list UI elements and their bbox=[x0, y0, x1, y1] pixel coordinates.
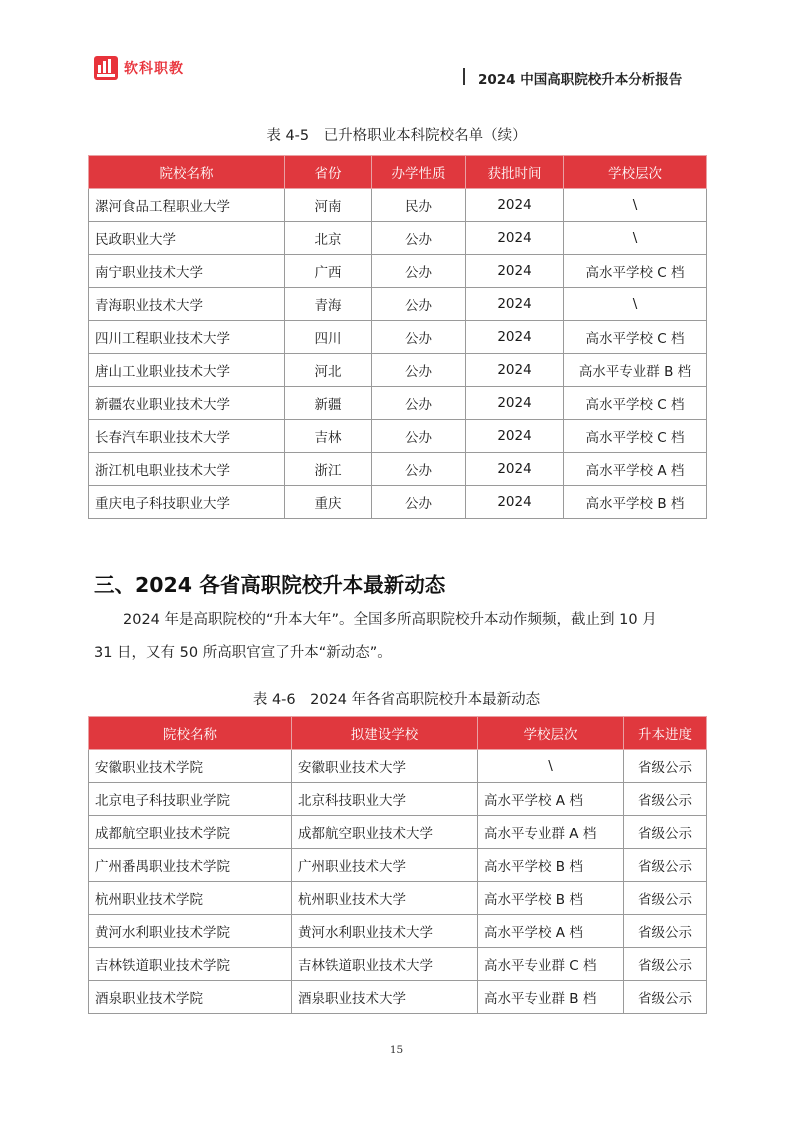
column-header: 省份 bbox=[285, 156, 372, 189]
table-row bbox=[89, 915, 707, 948]
table-cell: 高水平专业群 B 档 bbox=[478, 981, 624, 1014]
table-cell: 高水平专业群 B 档 bbox=[564, 354, 707, 387]
table-cell: 北京科技职业大学 bbox=[292, 783, 478, 816]
table-cell: 漯河食品工程职业大学 bbox=[89, 189, 285, 222]
table-cell: 成都航空职业技术大学 bbox=[292, 816, 478, 849]
table-cell: 公办 bbox=[372, 255, 466, 288]
table-cell: 吉林铁道职业技术学院 bbox=[89, 948, 292, 981]
table-cell: \ bbox=[564, 222, 707, 255]
column-header: 学校层次 bbox=[478, 717, 624, 750]
table-cell: 浙江机电职业技术大学 bbox=[89, 453, 285, 486]
column-header: 办学性质 bbox=[372, 156, 466, 189]
table-cell: 2024 bbox=[466, 222, 564, 255]
table-cell: 高水平学校 B 档 bbox=[478, 882, 624, 915]
table-cell: 2024 bbox=[466, 288, 564, 321]
table-cell: 公办 bbox=[372, 321, 466, 354]
table-row bbox=[89, 849, 707, 882]
table-cell: 省级公示 bbox=[624, 981, 707, 1014]
table-cell: 高水平学校 A 档 bbox=[478, 915, 624, 948]
table-cell: 四川工程职业技术大学 bbox=[89, 321, 285, 354]
table-cell: 北京电子科技职业学院 bbox=[89, 783, 292, 816]
body-paragraph bbox=[94, 604, 702, 670]
table-cell: 民政职业大学 bbox=[89, 222, 285, 255]
table-cell: 青海职业技术大学 bbox=[89, 288, 285, 321]
table-cell: 省级公示 bbox=[624, 882, 707, 915]
table-cell: 浙江 bbox=[285, 453, 372, 486]
brand-logo bbox=[94, 56, 184, 80]
table-cell: 高水平学校 C 档 bbox=[564, 420, 707, 453]
table-cell: 广州番禺职业技术学院 bbox=[89, 849, 292, 882]
table-row bbox=[89, 750, 707, 783]
table-cell: 2024 bbox=[466, 255, 564, 288]
table-cell: 2024 bbox=[466, 453, 564, 486]
table-cell: 新疆 bbox=[285, 387, 372, 420]
table-cell: 北京 bbox=[285, 222, 372, 255]
table-cell: 河北 bbox=[285, 354, 372, 387]
table-cell: 省级公示 bbox=[624, 783, 707, 816]
table-cell: 公办 bbox=[372, 486, 466, 519]
table-row bbox=[89, 453, 707, 486]
column-header: 升本进度 bbox=[624, 717, 707, 750]
table-cell: \ bbox=[564, 288, 707, 321]
table-cell: 高水平学校 C 档 bbox=[564, 387, 707, 420]
table-cell: 四川 bbox=[285, 321, 372, 354]
table-caption bbox=[0, 688, 793, 709]
table-cell: 高水平学校 B 档 bbox=[478, 849, 624, 882]
table-cell: 2024 bbox=[466, 189, 564, 222]
table-cell: 重庆 bbox=[285, 486, 372, 519]
table-cell: 酒泉职业技术学院 bbox=[89, 981, 292, 1014]
table-row bbox=[89, 354, 707, 387]
column-header: 院校名称 bbox=[89, 717, 292, 750]
table-cell: 省级公示 bbox=[624, 948, 707, 981]
table-cell: 安徽职业技术学院 bbox=[89, 750, 292, 783]
table-cell: 黄河水利职业技术大学 bbox=[292, 915, 478, 948]
page-number: 15 bbox=[389, 1044, 404, 1056]
table-cell: 长春汽车职业技术大学 bbox=[89, 420, 285, 453]
table-cell: 唐山工业职业技术大学 bbox=[89, 354, 285, 387]
table-cell: 2024 bbox=[466, 486, 564, 519]
table-cell: 新疆农业职业技术大学 bbox=[89, 387, 285, 420]
table-cell: 安徽职业技术大学 bbox=[292, 750, 478, 783]
paragraph-line: 2024 年是高职院校的“升本大年”。全国多所高职院校升本动作频频，截止到 10 月 bbox=[123, 612, 657, 628]
table-cell: 重庆电子科技职业大学 bbox=[89, 486, 285, 519]
table-row bbox=[89, 387, 707, 420]
table-cell: 广西 bbox=[285, 255, 372, 288]
table-row bbox=[89, 783, 707, 816]
table-row bbox=[89, 255, 707, 288]
table-cell: \ bbox=[564, 189, 707, 222]
table-4-5-caption: 表 4-5 已升格职业本科院校名单（续） bbox=[266, 128, 527, 144]
table-cell: 民办 bbox=[372, 189, 466, 222]
table-cell: 高水平专业群 C 档 bbox=[478, 948, 624, 981]
table-row bbox=[89, 816, 707, 849]
table-header-row bbox=[89, 717, 707, 750]
table-cell: 高水平学校 A 档 bbox=[564, 453, 707, 486]
table-cell: 吉林 bbox=[285, 420, 372, 453]
table-cell: 广州职业技术大学 bbox=[292, 849, 478, 882]
ranking-bars-icon bbox=[94, 56, 118, 80]
table-row bbox=[89, 948, 707, 981]
table-row bbox=[89, 486, 707, 519]
table-header-row bbox=[89, 156, 707, 189]
table-cell: 公办 bbox=[372, 354, 466, 387]
table-row bbox=[89, 882, 707, 915]
table-cell: 公办 bbox=[372, 288, 466, 321]
table-cell: 高水平学校 B 档 bbox=[564, 486, 707, 519]
table-cell: 高水平学校 C 档 bbox=[564, 321, 707, 354]
table-cell: 2024 bbox=[466, 354, 564, 387]
table-4-6-caption: 表 4-6 2024 年各省高职院校升本最新动态 bbox=[252, 692, 541, 708]
table-cell: 高水平学校 C 档 bbox=[564, 255, 707, 288]
table-cell: 高水平专业群 A 档 bbox=[478, 816, 624, 849]
table-4-6 bbox=[88, 716, 707, 1014]
table-cell: 河南 bbox=[285, 189, 372, 222]
column-header: 院校名称 bbox=[89, 156, 285, 189]
table-cell: 2024 bbox=[466, 387, 564, 420]
table-row bbox=[89, 288, 707, 321]
table-cell: 青海 bbox=[285, 288, 372, 321]
header-divider bbox=[463, 68, 465, 85]
table-4-5 bbox=[88, 155, 707, 519]
table-cell: 公办 bbox=[372, 387, 466, 420]
report-title: 2024 中国高职院校升本分析报告 bbox=[478, 72, 683, 88]
column-header: 拟建设学校 bbox=[292, 717, 478, 750]
table-cell: 酒泉职业技术大学 bbox=[292, 981, 478, 1014]
table-cell: 黄河水利职业技术学院 bbox=[89, 915, 292, 948]
table-caption bbox=[0, 124, 793, 145]
table-cell: 杭州职业技术大学 bbox=[292, 882, 478, 915]
table-row bbox=[89, 981, 707, 1014]
table-cell: 省级公示 bbox=[624, 750, 707, 783]
table-row bbox=[89, 420, 707, 453]
table-cell: 公办 bbox=[372, 453, 466, 486]
table-cell: 省级公示 bbox=[624, 849, 707, 882]
table-cell: 杭州职业技术学院 bbox=[89, 882, 292, 915]
table-cell: 公办 bbox=[372, 420, 466, 453]
table-cell: 南宁职业技术大学 bbox=[89, 255, 285, 288]
table-row bbox=[89, 321, 707, 354]
table-cell: 吉林铁道职业技术大学 bbox=[292, 948, 478, 981]
paragraph-line: 31 日，又有 50 所高职官宣了升本“新动态”。 bbox=[94, 645, 392, 661]
table-cell: 2024 bbox=[466, 321, 564, 354]
column-header: 学校层次 bbox=[564, 156, 707, 189]
table-cell: 公办 bbox=[372, 222, 466, 255]
table-cell: 省级公示 bbox=[624, 816, 707, 849]
section-heading: 三、2024 各省高职院校升本最新动态 bbox=[94, 573, 446, 597]
table-row bbox=[89, 189, 707, 222]
table-cell: \ bbox=[478, 750, 624, 783]
table-cell: 2024 bbox=[466, 420, 564, 453]
table-cell: 高水平学校 A 档 bbox=[478, 783, 624, 816]
table-cell: 省级公示 bbox=[624, 915, 707, 948]
column-header: 获批时间 bbox=[466, 156, 564, 189]
table-cell: 成都航空职业技术学院 bbox=[89, 816, 292, 849]
table-row bbox=[89, 222, 707, 255]
logo-text: 软科职教 bbox=[124, 61, 184, 77]
